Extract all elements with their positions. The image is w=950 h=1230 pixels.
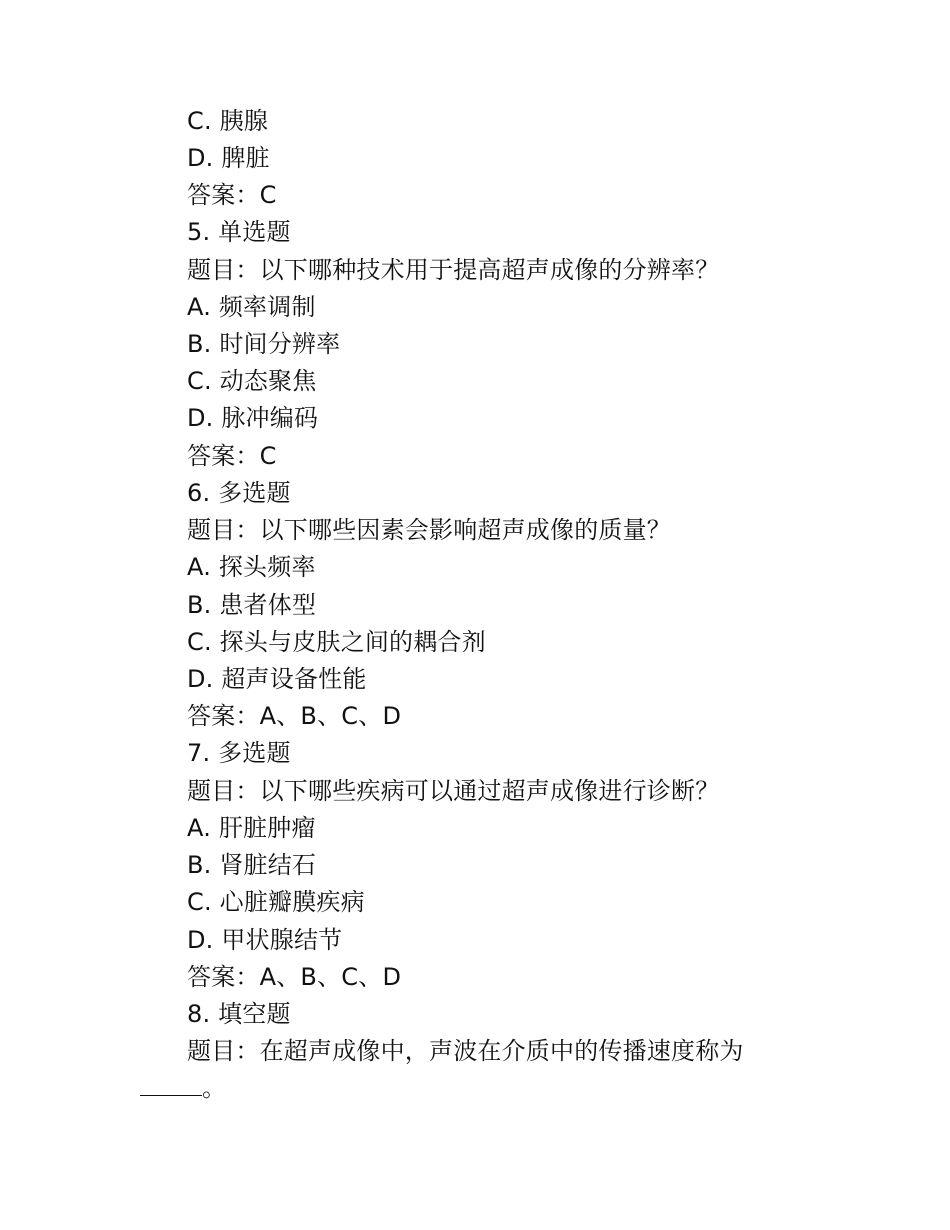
option-b: B. 患者体型	[187, 591, 317, 619]
option-c: C. 探头与皮肤之间的耦合剂	[187, 628, 486, 656]
sentence-end-mark: 。	[202, 1074, 226, 1102]
answer-line: 答案：C	[187, 442, 277, 470]
question-heading-8: 8. 填空题	[187, 1000, 291, 1028]
option-d: D. 甲状腺结节	[187, 926, 343, 954]
question-heading-5: 5. 单选题	[187, 218, 291, 246]
answer-line: 答案：C	[187, 181, 277, 209]
option-d: D. 脾脏	[187, 144, 270, 172]
answer-blank	[140, 1073, 202, 1096]
option-b: B. 肾脏结石	[187, 851, 317, 879]
answer-line: 答案：A、B、C、D	[187, 702, 402, 730]
option-c: C. 心脏瓣膜疾病	[187, 888, 365, 916]
option-a: A. 频率调制	[187, 293, 316, 321]
option-b: B. 时间分辨率	[187, 330, 341, 358]
answer-line: 答案：A、B、C、D	[187, 963, 402, 991]
question-text-6: 题目：以下哪些因素会影响超声成像的质量？	[187, 516, 671, 544]
question-text-5: 题目：以下哪种技术用于提高超声成像的分辨率？	[187, 256, 720, 284]
option-d: D. 脉冲编码	[187, 404, 319, 432]
option-c: C. 动态聚焦	[187, 367, 317, 395]
option-a: A. 肝脏肿瘤	[187, 814, 316, 842]
option-a: A. 探头频率	[187, 553, 316, 581]
fill-in-blank-line	[140, 1073, 226, 1103]
question-heading-6: 6. 多选题	[187, 479, 291, 507]
question-heading-7: 7. 多选题	[187, 739, 291, 767]
question-text-8: 题目：在超声成像中，声波在介质中的传播速度称为	[187, 1037, 744, 1065]
option-d: D. 超声设备性能	[187, 665, 367, 693]
option-c: C. 胰腺	[187, 107, 269, 135]
question-text-7: 题目：以下哪些疾病可以通过超声成像进行诊断？	[187, 777, 720, 805]
